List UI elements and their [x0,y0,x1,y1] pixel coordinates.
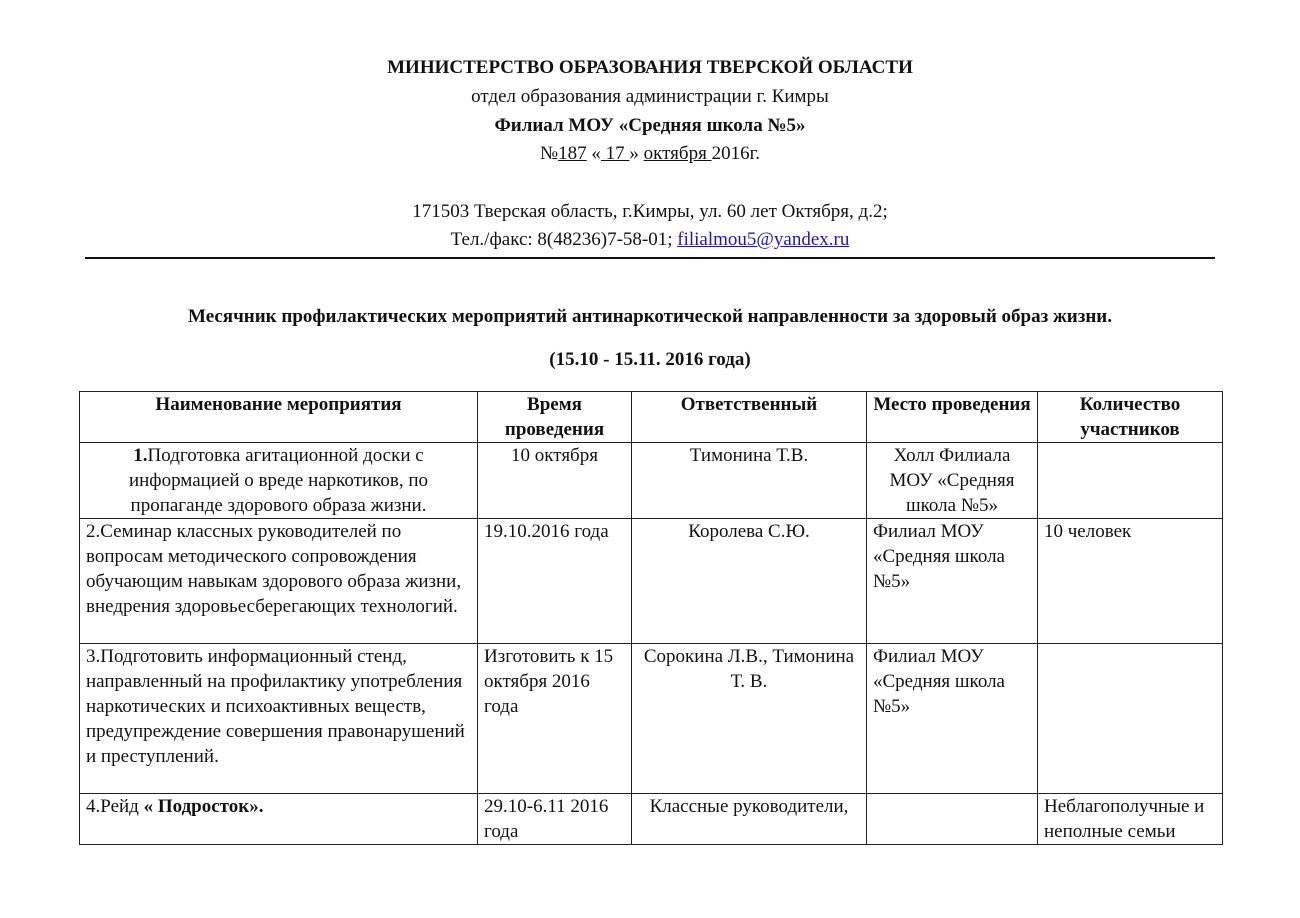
phone-label: Тел./факс: 8(48236)7-58-01; [450,229,678,250]
event-number: 4.Рейд [86,796,144,817]
order-line [0,142,1300,166]
time-cell: Изготовить к 15 октября 2016 года [478,644,632,794]
place-cell [867,794,1038,845]
table-row [80,644,1223,794]
events-table [79,391,1223,845]
count-cell: Неблагополучные и неполные семьи [1038,794,1223,845]
event-text: « Подросток». [143,796,264,817]
event-cell [80,443,478,519]
ministry-name: МИНИСТЕРСТВО ОБРАЗОВАНИЯ ТВЕРСКОЙ ОБЛАСТИ [387,57,913,78]
responsible-cell: Классные руководители, [632,794,867,845]
address: 171503 Тверская область, г.Кимры, ул. 60 лет Октября, д.2; [412,201,888,222]
column-header: Время проведения [478,392,632,443]
table-row [80,794,1223,845]
responsible-cell: Сорокина Л.В., Тимонина Т. В. [632,644,867,794]
order-month: октября [643,143,712,164]
count-cell: 10 человек [1038,519,1223,644]
time-cell: 19.10.2016 года [478,519,632,644]
order-year: 2016г. [711,143,760,164]
time-cell: 10 октября [478,443,632,519]
count-cell [1038,443,1223,519]
column-header: Ответственный [632,392,867,443]
order-quote-close: » [629,143,644,164]
event-cell [80,794,478,845]
event-cell: 2.Семинар классных руководителей по вопросам методического сопровождения обучающим навыкам здорового образа жизни, внедрения здоровьесберегающих технологий. [80,519,478,644]
column-header: Количество участников [1038,392,1223,443]
department-name: отдел образования администрации г. Кимры [471,86,829,107]
order-quote-open: « [586,143,601,164]
document-period: (15.10 - 15.11. 2016 года) [549,349,751,370]
place-cell: Холл Филиала МОУ «Средняя школа №5» [867,443,1038,519]
place-cell: Филиал МОУ «Средняя школа №5» [867,519,1038,644]
order-number: 187 [558,143,587,164]
responsible-cell: Тимонина Т.В. [632,443,867,519]
contact-line [0,228,1300,252]
header-divider [85,257,1215,259]
table-header-row [80,392,1223,443]
responsible-cell: Королева С.Ю. [632,519,867,644]
school-name: Филиал МОУ «Средняя школа №5» [494,115,806,136]
table-row [80,443,1223,519]
table-row [80,519,1223,644]
place-cell: Филиал МОУ «Средняя школа №5» [867,644,1038,794]
event-text: Подготовка агитационной доски с информацией о вреде наркотиков, по пропаганде здорового образа жизни. [128,445,429,516]
event-number: 1. [133,445,148,466]
column-header: Наименование мероприятия [80,392,478,443]
order-day: 17 [600,143,630,164]
document-title: Месячник профилактических мероприятий антинаркотической направленности за здоровый образ жизни. [188,306,1112,327]
column-header: Место проведения [867,392,1038,443]
event-cell: 3.Подготовить информационный стенд, направленный на профилактику употребления наркотических и психоактивных веществ, предупреждение совершения правонарушений и преступлений. [80,644,478,794]
count-cell [1038,644,1223,794]
time-cell: 29.10-6.11 2016 года [478,794,632,845]
email-link[interactable]: filialmou5@yandex.ru [677,229,850,250]
order-prefix: № [540,143,559,164]
